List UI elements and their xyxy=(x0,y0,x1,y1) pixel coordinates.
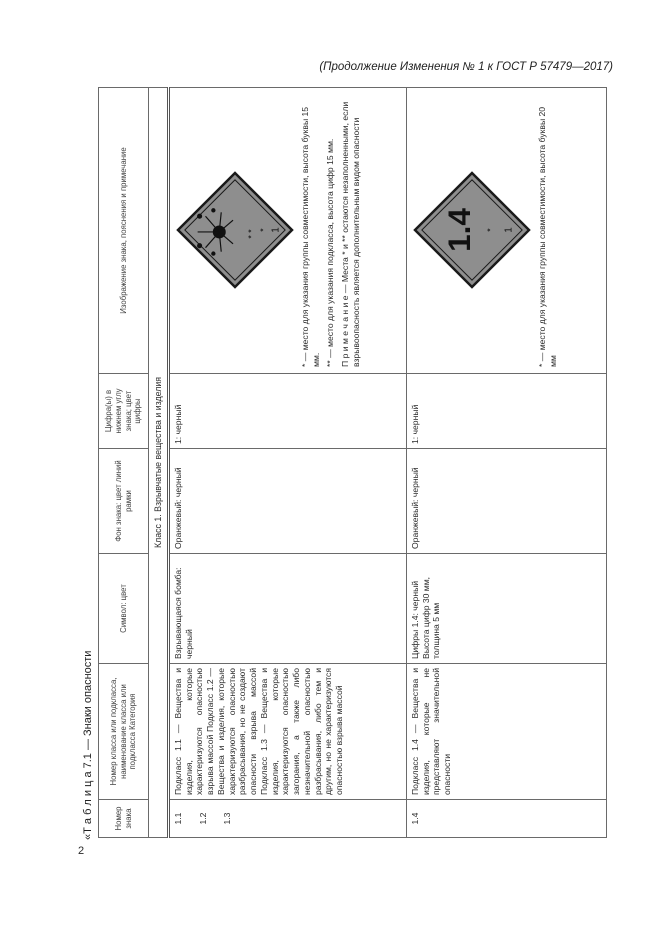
note-line: ** — место для указания подкласса, высота цифр 15 мм. xyxy=(325,138,336,367)
note-line: * — место для указания группы совместимости, высота буквы 15 мм. xyxy=(300,106,321,367)
col-header-number: Номер знака xyxy=(99,800,149,838)
category-cell: Подкласс 1.1 — Вещества и изделия, которые характеризуются опасностью взрыва массой Подкласс 1.2 — Вещества и изделия, которые характеризуются опасностью разбрасывания, но не создают опасности взрыва массой Подкласс 1.3 — Вещества и изделия, которые характеризуются опасностью загорания, а также либо незначительной опасностью разбрасывания, либо тем и другим, но не характеризуются опасностью взрыва массой xyxy=(169,664,407,800)
document-header: (Продолжение Изменения № 1 к ГОСТ Р 57479—2017) xyxy=(319,61,613,73)
table-row xyxy=(169,88,407,838)
page-number: 2 xyxy=(78,845,85,857)
sign-number-cell xyxy=(169,800,407,838)
table-row xyxy=(407,88,607,838)
background-cell: Оранжевый: черный xyxy=(407,449,607,554)
note-line: * — место для указания группы совместимости, высота буквы 20 мм xyxy=(537,106,558,367)
image-cell xyxy=(169,88,407,374)
sign-class-digit: 1 xyxy=(503,227,515,234)
sign-number: 1.1 xyxy=(173,812,183,825)
explosive-bomb-sign-icon xyxy=(176,172,294,290)
sign-placeholder-stars: * * xyxy=(246,229,257,240)
col-header-category: Номер класса или подкласса, наименование класса или подкласса Категория xyxy=(99,664,149,800)
sign-number-cell xyxy=(407,800,607,838)
digits-cell: 1: черный xyxy=(407,374,607,449)
col-header-image: Изображение знака, пояснения и примечание xyxy=(99,88,149,374)
sign-number: 1.4 xyxy=(410,812,420,825)
symbol-cell: Взрывающаяся бомба: черный xyxy=(169,554,407,664)
sign-big-number: 1.4 xyxy=(442,208,478,253)
background-cell: Оранжевый: черный xyxy=(169,449,407,554)
sign-number: 1.3 xyxy=(222,812,233,825)
sign-number: 1.2 xyxy=(197,812,208,825)
sign-class-digit: 1 xyxy=(270,227,282,234)
sign-placeholder-star: * xyxy=(485,228,496,233)
col-header-symbol: Символ: цвет xyxy=(99,554,149,664)
image-cell xyxy=(407,88,607,374)
class-title-row xyxy=(149,88,169,838)
class-title: Класс 1. Взрывчатые вещества и изделия xyxy=(149,88,169,838)
division-1-4-sign-icon xyxy=(413,172,531,290)
table-header-row xyxy=(99,88,149,838)
table-caption: «Т а б л и ц а 7.1 — Знаки опасности xyxy=(82,650,94,840)
note-text: П р и м е ч а н и е — Места * и ** остаются незаполненными, если взрывоопасность является дополнительным видом опасности xyxy=(340,101,361,367)
col-header-background: Фон знака: цвет линий рамки xyxy=(99,449,149,554)
col-header-digits: Цифра(ы) в нижнем углу знака; цвет цифры xyxy=(99,374,149,449)
digits-cell: 1: черный xyxy=(169,374,407,449)
category-cell: Подкласс 1.4 — Вещества и изделия, которые не представляют значительной опасности xyxy=(407,664,607,800)
hazard-signs-table xyxy=(98,88,606,838)
symbol-cell: Цифры 1.4: черный Высота цифр 30 мм, толщина 5 мм xyxy=(407,554,607,664)
sign-placeholder-star: * xyxy=(258,228,269,233)
